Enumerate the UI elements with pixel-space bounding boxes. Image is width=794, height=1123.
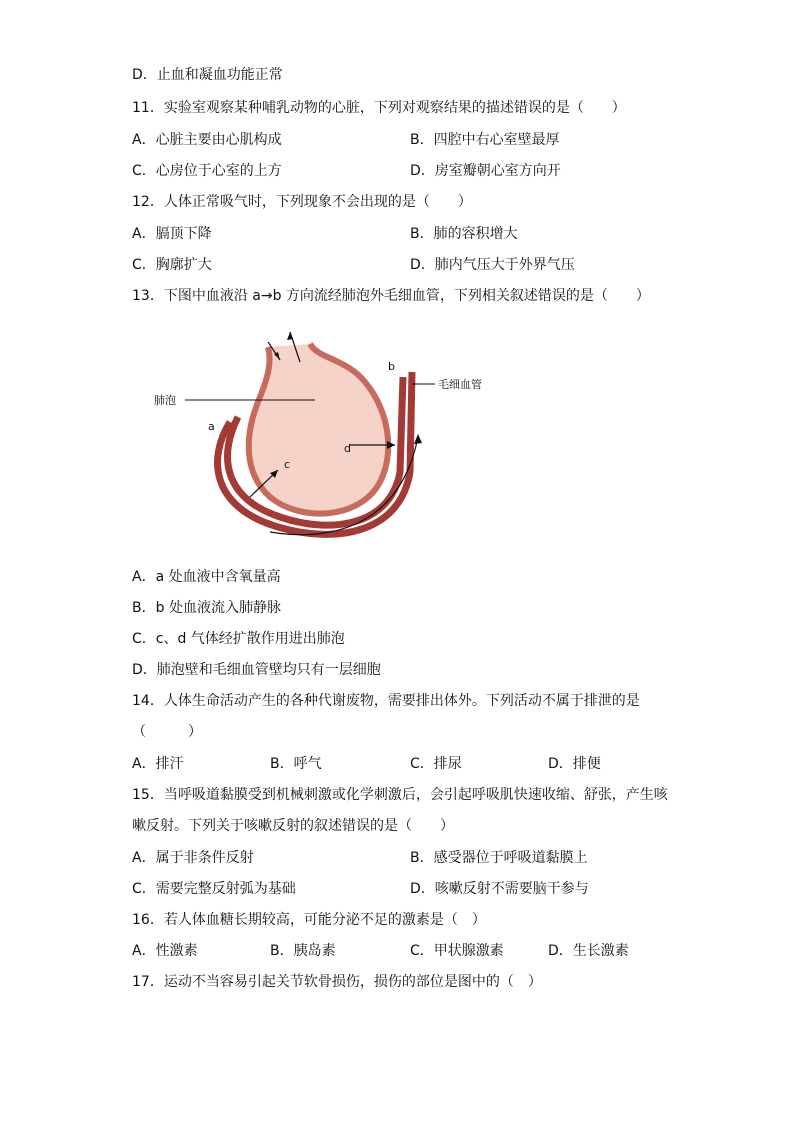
q13-option-a: A．a 处血液中含氧量高 [132, 569, 281, 585]
q15-option-a: A．属于非条件反射 [132, 850, 254, 866]
label-capillary: 毛细血管 [438, 378, 482, 391]
q14-option-b: B．呼气 [270, 756, 322, 772]
q11-option-b: B．四腔中右心室壁最厚 [410, 132, 560, 148]
q16-option-a: A．性激素 [132, 943, 198, 959]
q12-stem: 12．人体正常吸气时，下列现象不会出现的是（ ） [132, 194, 472, 210]
q17-stem: 17．运动不当容易引起关节软骨损伤，损伤的部位是图中的（ ） [132, 974, 542, 990]
q14-stem-line1: 14．人体生命活动产生的各种代谢废物，需要排出体外。下列活动不属于排泄的是 [132, 693, 640, 709]
label-b: b [388, 360, 395, 373]
q11-option-d: D．房室瓣朝心室方向开 [410, 163, 561, 179]
q12-option-d: D．肺内气压大于外界气压 [410, 257, 575, 273]
q14-stem-line2: （ ） [132, 724, 202, 740]
label-c: c [284, 458, 291, 471]
q16-stem: 16．若人体血糖长期较高，可能分泌不足的激素是（ ） [132, 912, 486, 928]
q13-option-c: C．c、d 气体经扩散作用进出肺泡 [132, 631, 345, 647]
q14-option-c: C．排尿 [410, 756, 462, 772]
q13-stem: 13．下图中血液沿 a→b 方向流经肺泡外毛细血管，下列相关叙述错误的是（ ） [132, 288, 650, 304]
q14-option-a: A．排汗 [132, 756, 184, 772]
q12-option-c: C．胸廓扩大 [132, 257, 212, 273]
label-alveolus: 肺泡 [154, 394, 176, 407]
q11-option-c: C．心房位于心室的上方 [132, 163, 282, 179]
q11-stem: 11．实验室观察某种哺乳动物的心脏，下列对观察结果的描述错误的是（ ） [132, 100, 626, 116]
q15-stem-line1: 15．当呼吸道黏膜受到机械刺激或化学刺激后，会引起呼吸肌快速收缩、舒张，产生咳 [132, 787, 668, 803]
q10-option-d: D．止血和凝血功能正常 [132, 67, 283, 83]
q16-option-c: C．甲状腺激素 [410, 943, 504, 959]
q11-option-a: A．心脏主要由心肌构成 [132, 132, 282, 148]
alveolus-body [249, 344, 388, 514]
label-a: a [208, 420, 215, 433]
q12-option-a: A．膈顶下降 [132, 226, 212, 242]
q15-option-d: D．咳嗽反射不需要脑干参与 [410, 881, 589, 897]
alveolus-diagram [150, 322, 500, 542]
q13-option-b: B．b 处血液流入肺静脉 [132, 600, 281, 616]
q16-option-b: B．胰岛素 [270, 943, 336, 959]
q13-option-d: D．肺泡壁和毛细血管壁均只有一层细胞 [132, 662, 381, 678]
label-d: d [344, 442, 351, 455]
q15-stem-line2: 嗽反射。下列关于咳嗽反射的叙述错误的是（ ） [132, 818, 454, 834]
q15-option-b: B．感受器位于呼吸道黏膜上 [410, 850, 588, 866]
q15-option-c: C．需要完整反射弧为基础 [132, 881, 296, 897]
q12-option-b: B．肺的容积增大 [410, 226, 518, 242]
q16-option-d: D．生长激素 [548, 943, 629, 959]
q14-option-d: D．排便 [548, 756, 601, 772]
